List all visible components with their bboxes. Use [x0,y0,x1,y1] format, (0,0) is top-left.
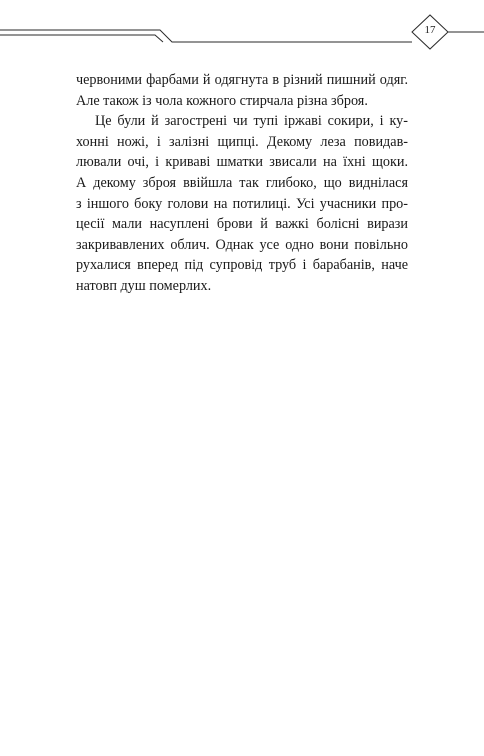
text-line: хонні ножі, і залізні щипці. Декому леза повидав- [76,133,408,150]
page-number: 17 [424,24,436,36]
body-text [76,70,408,297]
text-line: Але також із чола кожного стирчала різна зброя. [76,92,368,109]
text-line: рухалися вперед під супровід труб і барабанів, наче [76,257,408,274]
text-line: Це були й загострені чи тупі іржаві сокири, і ку- [95,113,408,130]
header-ornament [0,0,484,60]
text-line: натовп душ померлих. [76,277,212,294]
text-line: лювали очі, і криваві шматки звисали на їхні щоки. [76,154,408,171]
text-line: закривавлених облич. Однак усе одно вони повільно [76,236,408,253]
text-line: червоними фарбами й одягнута в різний пишний одяг. [76,72,408,88]
text-line: цесії мали насуплені брови й важкі болісні вирази [76,216,408,233]
paragraph [76,70,408,111]
paragraph [76,111,408,296]
text-line: А декому зброя ввійшла так глибоко, що виднілася [76,174,408,191]
text-line: з іншого боку голови на потилиці. Усі учасники про- [76,195,408,212]
